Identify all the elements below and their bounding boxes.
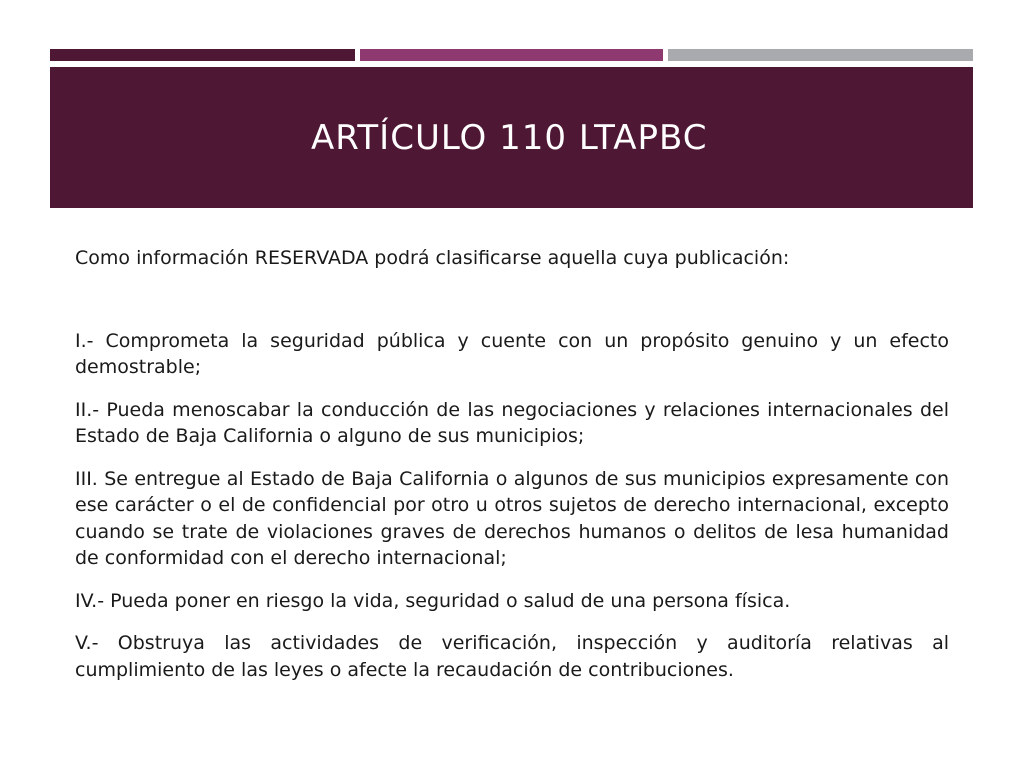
list-item-ii: II.- Pueda menoscabar la conducción de las negociaciones y relaciones internacionales del Estado de Baja California o alguno de sus municipios; xyxy=(75,398,949,447)
slide-title: ARTÍCULO 110 LTAPBC xyxy=(311,117,708,158)
accent-bar-gray xyxy=(668,49,973,61)
title-band xyxy=(50,67,973,208)
list-item-iv: IV.- Pueda poner en riesgo la vida, seguridad o salud de una persona física. xyxy=(75,589,791,612)
list-item-iii: III. Se entregue al Estado de Baja California o algunos de sus municipios expresamente con ese carácter o el de confidencial por otro u otros sujetos de derecho internacional, excepto cuando se trate de violaciones graves de derechos humanos o delitos de lesa humanidad de conformidad con el derecho internacional; xyxy=(75,467,949,569)
slide-body xyxy=(75,245,949,699)
intro-text: Como información RESERVADA podrá clasificarse aquella cuya publicación: xyxy=(75,247,790,269)
accent-bar-magenta xyxy=(360,49,663,61)
list-item-i: I.- Comprometa la seguridad pública y cuente con un propósito genuino y un efecto demostrable; xyxy=(75,329,949,378)
accent-bar-dark xyxy=(50,49,355,61)
list-item-v: V.- Obstruya las actividades de verificación, inspección y auditoría relativas al cumplimiento de las leyes o afecte la recaudación de contribuciones. xyxy=(75,632,949,681)
